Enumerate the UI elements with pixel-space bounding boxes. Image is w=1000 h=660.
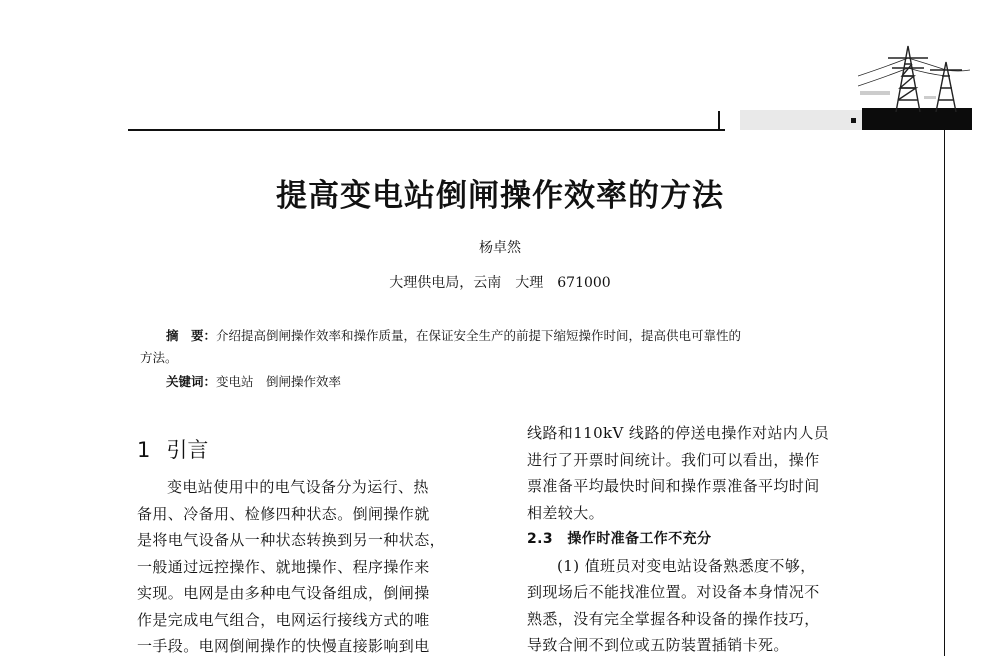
header-tab-mark bbox=[718, 111, 720, 130]
author-name: 杨卓然 bbox=[479, 240, 521, 256]
bullet-square-icon bbox=[851, 118, 856, 123]
abstract-label: 摘 要： bbox=[166, 328, 217, 343]
subsection-heading: 2.3 操作时准备工作不充分 bbox=[527, 531, 712, 547]
paper-title: 提高变电站倒闸操作效率的方法 bbox=[276, 178, 724, 214]
abstract-text-line2: 方法。 bbox=[140, 350, 178, 365]
paragraph-line: 相差较大。 bbox=[527, 503, 605, 522]
paragraph-line: 进行了开票时间统计。我们可以看出，操作 bbox=[527, 450, 820, 469]
paragraph-line: 作是完成电气组合，电网运行接线方式的唯 bbox=[137, 610, 430, 629]
keywords-text: 变电站 倒闸操作效率 bbox=[216, 374, 342, 389]
section-title: 引言 bbox=[166, 438, 209, 462]
keywords-label: 关键词： bbox=[166, 374, 217, 389]
keywords bbox=[166, 372, 666, 390]
paragraph-line: 到现场后不能找准位置。对设备本身情况不 bbox=[527, 583, 820, 601]
section-number: 1 bbox=[137, 438, 151, 462]
paragraph-line: 一般通过远控操作、就地操作、程序操作来 bbox=[137, 557, 430, 576]
right-column-text bbox=[527, 420, 883, 659]
abstract-text-line1: 介绍提高倒闸操作效率和操作质量，在保证安全生产的前提下缩短操作时间，提高供电可靠性的 bbox=[216, 328, 742, 343]
page-right-rule bbox=[944, 130, 945, 656]
paragraph-line: 是将电气设备从一种状态转换到另一种状态， bbox=[137, 531, 446, 549]
paragraph-line: 线路和110kV 线路的停送电操作对站内人员 bbox=[527, 424, 830, 442]
paragraph-line: (1) 值班员对变电站设备熟悉度不够， bbox=[557, 556, 816, 575]
left-column-text bbox=[137, 474, 495, 660]
paragraph-line: 票准备平均最快时间和操作票准备平均时间 bbox=[527, 477, 820, 495]
transmission-tower-icon bbox=[858, 36, 970, 112]
section-heading-introduction bbox=[137, 434, 208, 464]
header-rule bbox=[128, 129, 725, 131]
paragraph-line: 备用、冷备用、检修四种状态。倒闸操作就 bbox=[137, 504, 430, 523]
author-affiliation: 大理供电局，云南 大理 671000 bbox=[389, 275, 611, 291]
paragraph-line: 实现。电网是由多种电气设备组成，倒闸操 bbox=[137, 584, 430, 602]
paragraph-line: 导致合闸不到位或五防装置插销卡死。 bbox=[527, 636, 789, 654]
paragraph-line: 一手段。电网倒闸操作的快慢直接影响到电 bbox=[137, 637, 430, 655]
abstract bbox=[140, 325, 880, 369]
paragraph-line: 熟悉，没有完全掌握各种设备的操作技巧， bbox=[527, 609, 820, 628]
paragraph-line: 变电站使用中的电气设备分为运行、热 bbox=[167, 478, 429, 496]
